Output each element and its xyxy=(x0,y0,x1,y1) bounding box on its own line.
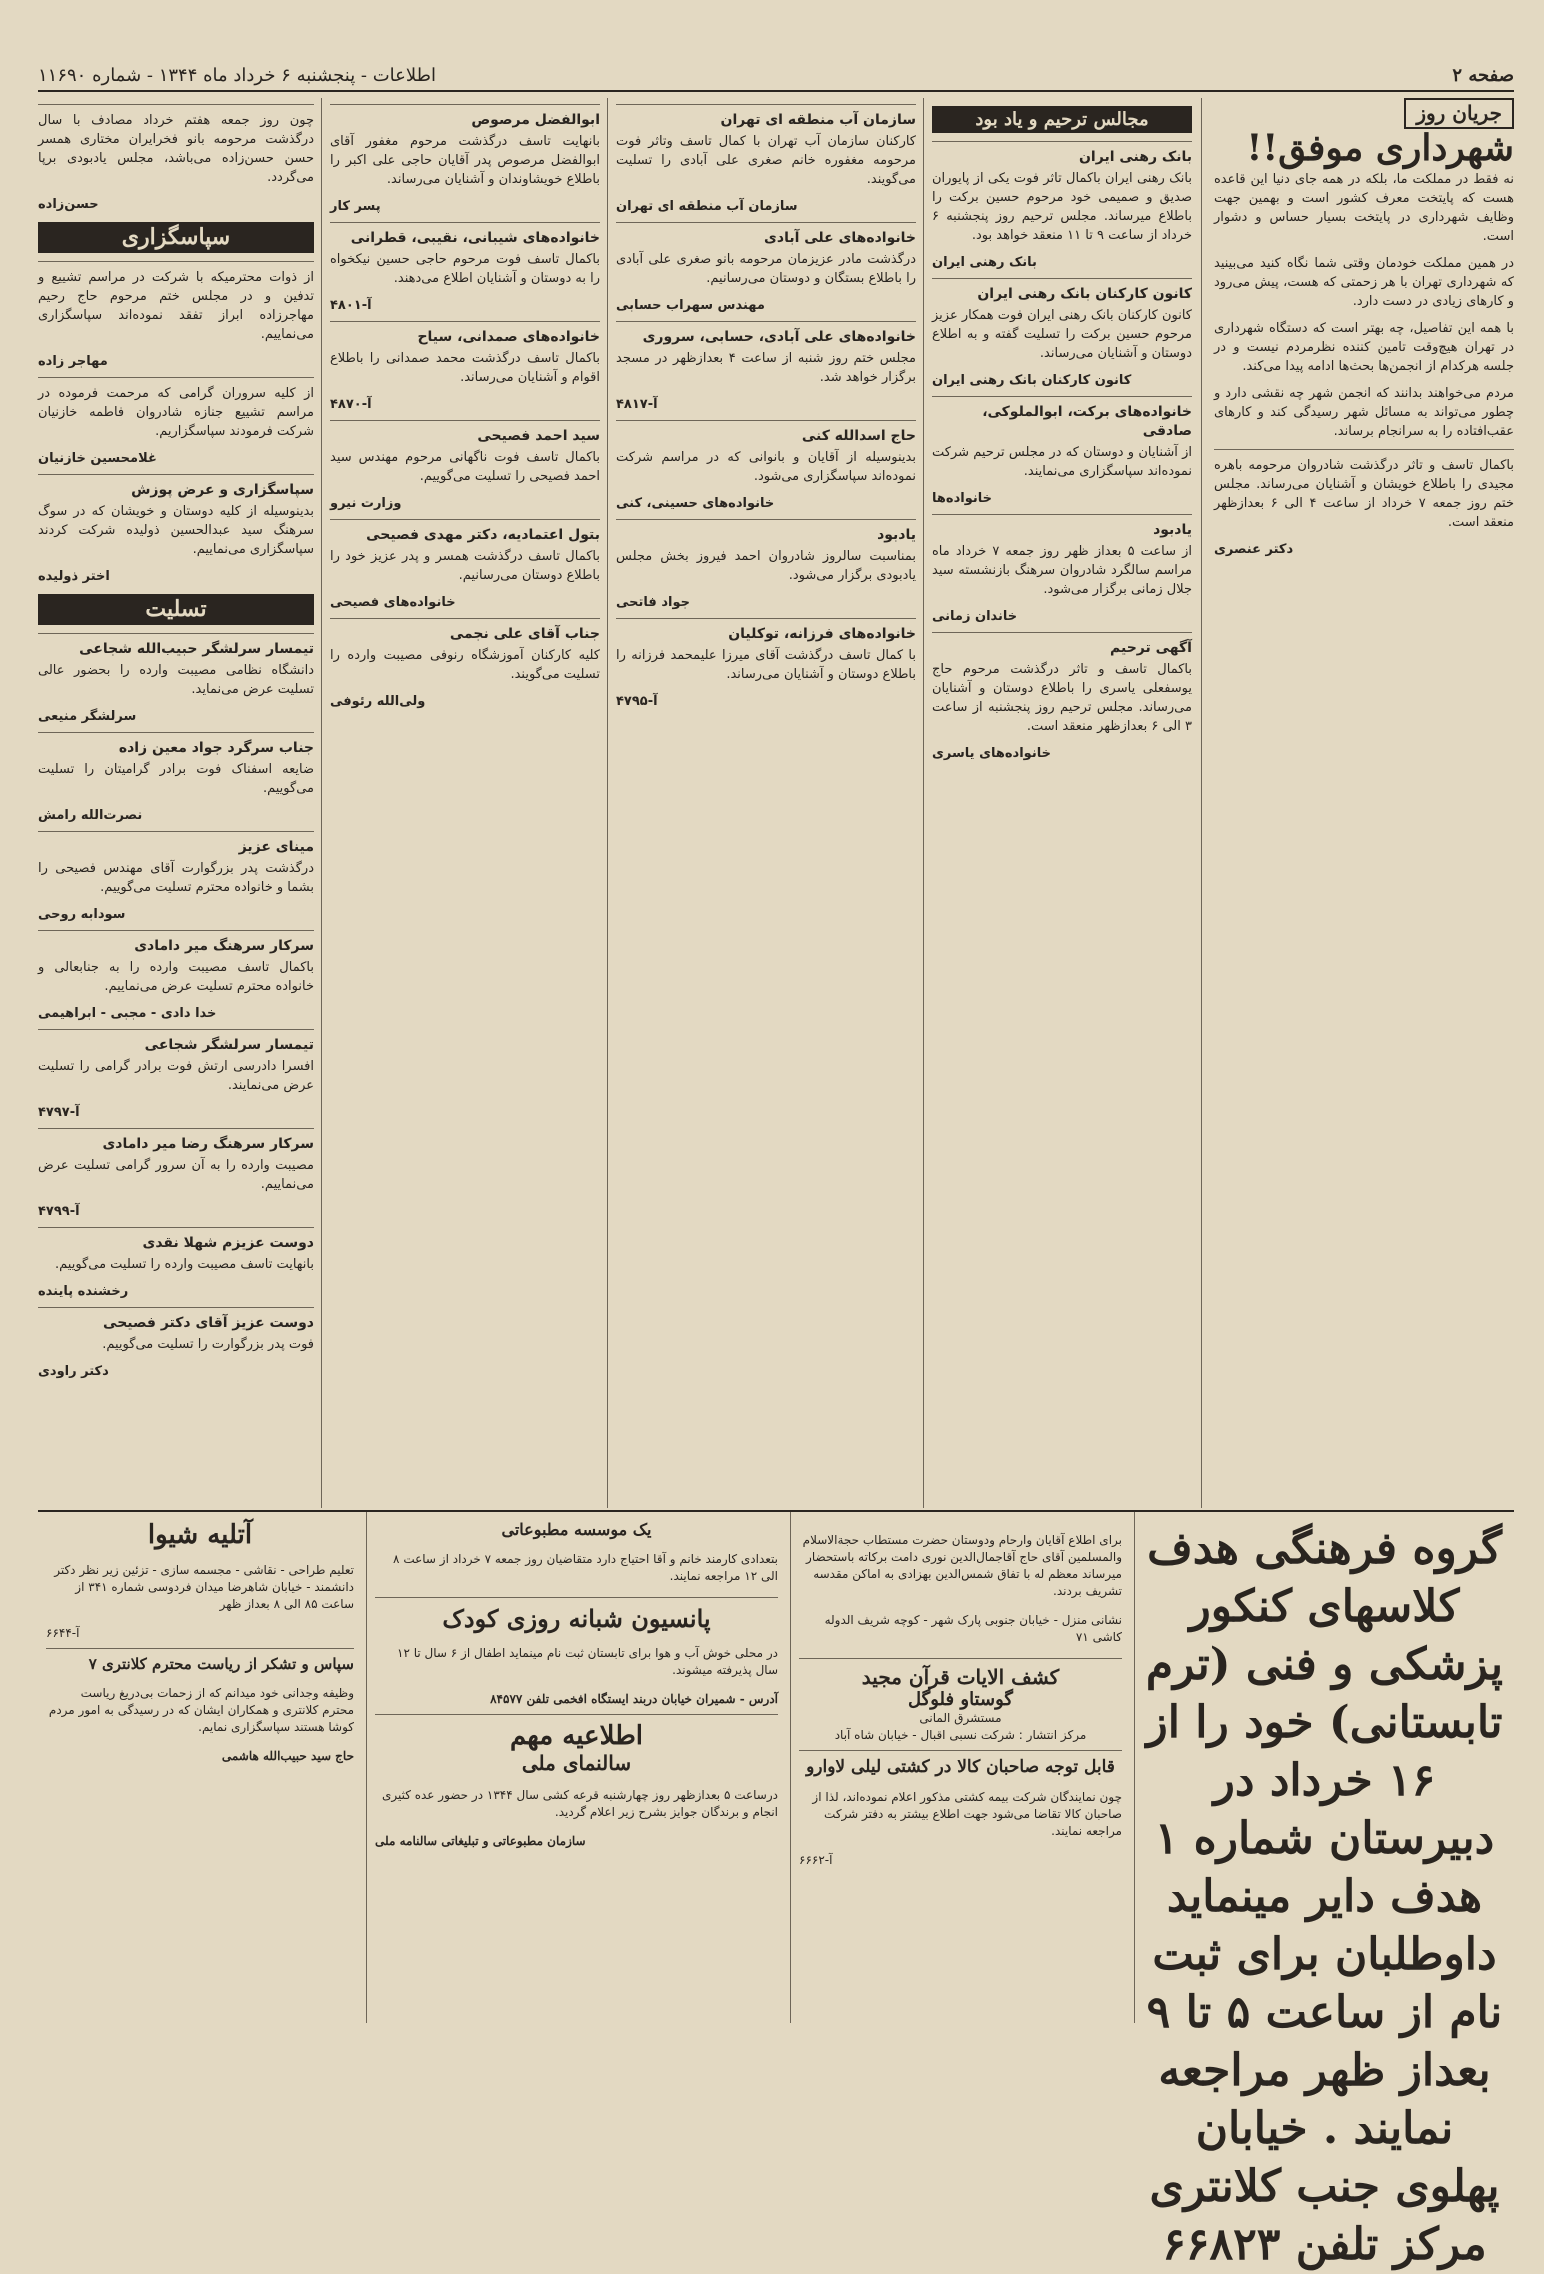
notice-text: بدینوسیله از آقایان و بانوانی که در مراسم شرکت نموده‌اند سپاسگزاری می‌شود. xyxy=(616,450,916,484)
article-paragraph: مردم می‌خواهند بدانند که انجمن شهر چه نقشی دارد و چطور می‌تواند به مسائل شهر رسیدگی کند و کارهای عقب‌افتاده را به سرانجام برساند. xyxy=(1214,386,1514,439)
notice-title: بتول اعتمادیه، دکتر مهدی فصیحی xyxy=(366,527,600,543)
notice-title: جناب سرگرد جواد معین زاده xyxy=(118,740,314,756)
condolence-notice xyxy=(38,1307,314,1381)
column-divider xyxy=(607,98,608,1508)
memorial-notice xyxy=(1214,449,1514,559)
masthead: اطلاعات - پنجشنبه ۶ خرداد ماه ۱۳۴۴ - شماره ۱۱۶۹۰ xyxy=(38,65,436,86)
ad-hadaf-text: گروه فرهنگی هدف کلاسهای کنکور پزشکی و فنی (ترم تابستانی) خود را از ۱۶ خرداد در دبیرستان شماره ۱ هدف دایر مینماید داوطلبان برای ثبت نام از ساعت ۵ تا ۹ بعداز ظهر مراجعه نمایند . خیابان پهلوی جنب کلانتری مرکز تلفن ۶۶۸۲۳ xyxy=(1145,1523,1504,2270)
notice-text: بانهایت تاسف درگذشت مرحوم مغفور آقای ابوالفضل مرصوص پدر آقایان حاجی علی اکبر را باطلاع خویشاوندان و آشنایان می‌رساند. xyxy=(330,134,600,187)
ad-shiva-text: تعلیم طراحی - نقاشی - مجسمه سازی - تزئین زیر نظر دکتر دانشمند - خیابان شاهرضا میدان فردوسی شماره ۳۴۱ از ساعت ۸۵ الی ۸ بعداز ظهر xyxy=(54,1563,354,1611)
ad-lilivaro-text: چون نمایندگان شرکت بیمه کشتی مذکور اعلام نموده‌اند، لذا از صاحبان کالا تقاضا می‌شود جهت اطلاع بیشتر به دفتر شرکت مراجعه نمایند. xyxy=(812,1790,1122,1838)
memorial-notice xyxy=(616,321,916,414)
notice-signature: دکتر عنصری xyxy=(1214,542,1294,557)
notice-text: مصیبت وارده را به آن سرور گرامی تسلیت عرض می‌نماییم. xyxy=(38,1158,314,1192)
page-number: صفحه ۲ xyxy=(1452,65,1514,86)
notice-text: دانشگاه نظامی مصیبت وارده را بحضور عالی تسلیت عرض می‌نماید. xyxy=(38,663,314,697)
notice-title: آگهی ترحیم xyxy=(1110,640,1192,656)
notice-title: خانواده‌های فرزانه، توکلیان xyxy=(728,626,916,642)
ad-matbuati-text: بتعدادی کارمند خانم و آقا احتیاج دارد متقاضیان روز جمعه ۷ خرداد از ساعت ۸ الی ۱۲ مراجعه نمایند. xyxy=(393,1552,778,1583)
ad-shiva-code: آ-۶۶۴۴ xyxy=(46,1626,80,1640)
condolence-notice xyxy=(38,1128,314,1221)
ad-quran-subtitle: مستشرق المانی xyxy=(919,1711,1002,1725)
notice-signature: آ-۴۸۰۱ xyxy=(330,298,372,313)
notice-title: دوست عزیز آقای دکتر فصیحی xyxy=(103,1315,314,1331)
notice-signature: وزارت نیرو xyxy=(330,496,402,511)
memorial-notice xyxy=(330,519,600,612)
memorial-notice xyxy=(932,514,1192,626)
memorial-notice xyxy=(616,104,916,216)
ad-kalantari-title: سپاس و تشکر از ریاست محترم کلانتری ۷ xyxy=(88,1655,354,1673)
ad-lilivaro-code: آ-۶۶۶۲ xyxy=(799,1853,833,1867)
notice-title: سرکار سرهنگ میر دامادی xyxy=(134,938,314,954)
notice-title: کانون کارکنان بانک رهنی ایران xyxy=(977,286,1192,302)
memorial-notice xyxy=(616,420,916,513)
memorial-notice xyxy=(616,519,916,612)
memorial-notice xyxy=(932,632,1192,763)
condolence-notice xyxy=(38,831,314,924)
notice-signature: بانک رهنی ایران xyxy=(932,255,1037,270)
notice-signature: خانواده‌های یاسری xyxy=(932,746,1051,761)
notice-signature: خدا دادی - مجبی - ابراهیمی xyxy=(38,1006,217,1021)
notice-text: از آشنایان و دوستان که در مجلس ترحیم شرکت نموده‌اند سپاسگزاری می‌نمایند. xyxy=(932,445,1192,479)
ad-hadaf-cultural-group xyxy=(1134,1512,1514,2270)
ad-matbuati-title: یک موسسه مطبوعاتی xyxy=(501,1520,652,1539)
ad-quran-author: گوستاو فلوگل xyxy=(908,1689,1013,1710)
ad-hazrat-address: نشانی منزل - خیابان جنوبی پارک شهر - کوچه شریف الدوله کاشی ۷۱ xyxy=(824,1613,1122,1644)
notice-text: با کمال تاسف درگذشت آقای میرزا علیمحمد فرزانه را باطلاع دوستان و آشنایان می‌رساند. xyxy=(616,648,916,682)
notice-text: بمناسبت سالروز شادروان احمد فیروز بخش مجلس یادبودی برگزار می‌شود. xyxy=(616,549,916,583)
notice-text: درگذشت مادر عزیزمان مرحومه بانو صغری علی آبادی را باطلاع بستگان و دوستان می‌رسانیم. xyxy=(616,252,916,286)
notice-title: خانواده‌های شیبانی، نقیبی، قطرانی xyxy=(350,230,600,246)
notice-signature: مهندس سهراب حسابی xyxy=(616,298,765,313)
notice-signature: آ-۴۸۱۷ xyxy=(616,397,658,412)
ad-mellat-text: درساعت ۵ بعدازظهر روز چهارشنبه قرعه کشی سال ۱۳۴۴ در حضور عده کثیری انجام و برندگان جوایز بشرح زیر اعلام گردید. xyxy=(381,1788,778,1819)
notice-text: ضایعه اسفناک فوت برادر گرامیتان را تسلیت می‌گوییم. xyxy=(38,762,314,796)
ad-column-center xyxy=(366,1512,786,2023)
memorial-notice xyxy=(330,420,600,513)
ad-mellat-signature: سازمان مطبوعاتی و تبلیغاتی سالنامه ملی xyxy=(375,1834,586,1848)
memorial-notice xyxy=(330,618,600,711)
ad-divider xyxy=(375,1714,778,1715)
notice-signature: سازمان آب منطقه ای تهران xyxy=(616,199,798,214)
page-header xyxy=(38,58,1514,92)
notice-signature: نصرت‌الله رامش xyxy=(38,808,143,823)
notice-text: درگذشت پدر بزرگوارت آقای مهندس فصیحی را بشما و خانواده محترم تسلیت می‌گوییم. xyxy=(38,861,314,895)
article-headline: شهرداری موفق!! xyxy=(1246,127,1514,169)
ad-quran-title: کشف الایات قرآن مجید xyxy=(861,1665,1060,1689)
notice-title: تیمسار سرلشگر حبیب‌الله شجاعی xyxy=(79,641,314,657)
column-memorials-3 xyxy=(330,98,600,1507)
notice-text: کارکنان سازمان آب تهران با کمال تاسف وتاثر فوت مرحومه مغفوره خانم صغری علی آبادی را تسلیت می‌گویند. xyxy=(616,134,916,187)
notice-text: بدینوسیله از کلیه دوستان و خویشان که در سوگ سرهنگ سید عبدالحسین ذولیده شرکت کردند سپاسگزاری می‌نماییم. xyxy=(38,504,314,557)
condolence-notice xyxy=(38,1029,314,1122)
notice-text: باکمال تاسف فوت مرحوم حاجی حسین نیکخواه را به دوستان و آشنایان اطلاع می‌دهند. xyxy=(330,252,600,286)
notice-signature: خانواده‌های فصیحی xyxy=(330,595,456,610)
notice-signature: آ-۴۷۹۵ xyxy=(616,694,658,709)
notice-text: مجلس ختم روز شنبه از ساعت ۴ بعدازظهر در مسجد برگزار خواهد شد. xyxy=(616,351,916,385)
notice-title: سازمان آب منطقه ای تهران xyxy=(720,112,916,128)
notice-signature: آ-۴۷۹۷ xyxy=(38,1105,80,1120)
ad-pansion-text: در محلی خوش آب و هوا برای تابستان ثبت نام مینماید اطفال از ۶ سال تا ۱۲ سال پذیرفته میشوند. xyxy=(397,1646,778,1677)
notice-signature: دکتر راودی xyxy=(38,1364,109,1379)
ad-pansion-address: آدرس - شمیران خیابان دربند ایستگاه افخمی تلفن ۸۴۵۷۷ xyxy=(490,1692,778,1706)
notice-signature: ولی‌الله رئوفی xyxy=(330,694,426,709)
memorial-notice xyxy=(932,141,1192,272)
notice-signature: رخشنده پاینده xyxy=(38,1284,129,1299)
article-paragraph: با همه این تفاصیل، چه بهتر است که دستگاه شهرداری در تهران هیچ‌وقت تامین کننده نظرمردم نیست و در جلسه هرکدام از انجمن‌ها بحث‌ها ادامه پیدا می‌کند. xyxy=(1214,321,1514,374)
memorial-notice xyxy=(932,278,1192,390)
memorial-banner: مجالس ترحیم و یاد بود xyxy=(932,106,1192,133)
notice-signature: خاندان زمانی xyxy=(932,609,1018,624)
memorial-notice xyxy=(38,104,314,214)
notice-signature: خانواده‌ها xyxy=(932,491,992,506)
ad-quran-publisher: مرکز انتشار : شرکت نسبی اقبال - خیابان شاه آباد xyxy=(834,1728,1087,1742)
column-memorials-1 xyxy=(932,98,1192,1507)
article-paragraph: نه فقط در مملکت ما، بلکه در همه جای دنیا این قاعده هست که پایتخت معرف کشور است و بهمین جهت وظایف شهرداری در پایتخت بسیار حساس و دشوار است. xyxy=(1214,172,1514,244)
notice-title: سید احمد فصیحی xyxy=(477,428,600,444)
notice-signature: جواد فاتحی xyxy=(616,595,690,610)
notice-signature: حسن‌زاده xyxy=(38,197,99,212)
notice-text: باکمال تاسف فوت ناگهانی مرحوم مهندس سید احمد فصیحی را تسلیت می‌گوییم. xyxy=(330,450,600,484)
memorial-notice xyxy=(330,321,600,414)
notice-title: مینای عزیز xyxy=(238,839,314,855)
notice-text: بانهایت تاسف مصیبت وارده را تسلیت می‌گوییم. xyxy=(55,1257,314,1272)
ad-lilivaro-title: قابل توجه صاحبان کالا در کشتی لیلی لاوارو xyxy=(806,1757,1115,1777)
notice-title: خانواده‌های صمدانی، سیاح xyxy=(417,329,600,345)
ad-divider xyxy=(375,1597,778,1598)
ad-column-middle xyxy=(790,1512,1130,2023)
notice-text: از کلیه سروران گرامی که مرحمت فرموده در مراسم تشییع جنازه شادروان فاطمه خازنیان شرکت فرمودند سپاسگزاریم. xyxy=(38,386,314,439)
notice-title: خانواده‌های برکت، ابوالملوکی، صادقی xyxy=(982,404,1192,439)
notice-text: باکمال تاسف و تاثر درگذشت شادروان مرحومه باهره مجیدی را باطلاع خویشان و آشنایان می‌رساند. مجلس ختم روز جمعه ۷ خرداد از ساعت ۴ الی ۶ بعدازظهر منعقد است. xyxy=(1214,458,1514,530)
ad-divider xyxy=(799,1658,1122,1659)
notice-signature: خانواده‌های حسینی، کنی xyxy=(616,496,775,511)
notice-signature: آ-۴۷۹۹ xyxy=(38,1204,80,1219)
notice-signature: اختر ذولیده xyxy=(38,569,110,584)
condolence-notice xyxy=(38,732,314,825)
memorial-notice xyxy=(330,104,600,216)
ad-pansion-title: پانسیون شبانه روزی کودک xyxy=(442,1604,711,1633)
notice-title: بانک رهنی ایران xyxy=(1078,149,1192,165)
notice-title: خانواده‌های علی آبادی xyxy=(764,230,916,246)
notice-title: یادبود xyxy=(877,527,916,543)
memorial-notice xyxy=(932,396,1192,508)
column-thanks-condolences xyxy=(38,98,314,1507)
notice-title: ابوالفضل مرصوص xyxy=(471,112,600,128)
notice-title: یادبود xyxy=(1153,522,1192,538)
notice-signature: کانون کارکنان بانک رهنی ایران xyxy=(932,373,1132,388)
notice-title: تیمسار سرلشگر شجاعی xyxy=(144,1037,314,1053)
ad-shiva-title: آتلیه شیوا xyxy=(147,1520,253,1550)
column-memorials-2 xyxy=(616,98,916,1507)
notice-signature: سودابه روحی xyxy=(38,907,126,922)
notice-signature: سرلشگر منیعی xyxy=(38,709,137,724)
thanks-banner: سپاسگزاری xyxy=(38,222,314,253)
notice-signature: مهاجر زاده xyxy=(38,354,108,369)
notice-signature: پسر کار xyxy=(330,199,381,214)
thanks-notice xyxy=(38,261,314,371)
notice-signature: غلامحسین خازنیان xyxy=(38,451,157,466)
ad-hazrat-text: برای اطلاع آقایان وارحام ودوستان حضرت مستطاب حجة‌الاسلام والمسلمین آقای حاج آقاجمال‌الدین نوری دامت برکاته باستحضار میرساند معظم له با تفاق شمس‌الدین بهزادی به اماکن مقدسه تشریف بردند. xyxy=(802,1533,1122,1598)
condolence-notice xyxy=(38,930,314,1023)
notice-text: افسرا دادرسی ارتش فوت برادر گرامی را تسلیت عرض می‌نمایند. xyxy=(38,1059,314,1093)
notice-text: چون روز جمعه هفتم خرداد مصادف با سال درگذشت مرحومه بانو فخرایران مختاری همسر حسن حسن‌زاده می‌باشد، مجلس یادبودی برپا می‌گردد. xyxy=(38,113,314,185)
section-title: جریان روز xyxy=(1404,98,1514,129)
notice-title: جناب آقای علی نجمی xyxy=(449,626,600,642)
notice-title: خانواده‌های علی آبادی، حسابی، سروری xyxy=(642,329,916,345)
notice-title: حاج اسدالله کنی xyxy=(801,428,916,444)
ad-divider xyxy=(46,1648,354,1649)
condolence-notice xyxy=(38,1227,314,1301)
notice-text: از ذوات محترمیکه با شرکت در مراسم تشییع و تدفین و در مجلس ختم مرحوم حاج رحیم مهاجرزاده ابراز تفقد نموده‌اند سپاسگزاری می‌نماییم. xyxy=(38,270,314,342)
notice-text: از ساعت ۵ بعداز ظهر روز جمعه ۷ خرداد ماه مراسم سالگرد شادروان سرهنگ بازنشسته سید جلال زمانی برگزار می‌شود. xyxy=(932,544,1193,597)
column-divider xyxy=(321,98,322,1508)
notice-title: سرکار سرهنگ رضا میر دامادی xyxy=(102,1136,314,1152)
notice-text: باکمال تاسف و تاثر درگذشت مرحوم حاج یوسفعلی یاسری را باطلاع دوستان و آشنایان می‌رساند. مجلس ترحیم روز پنجشنبه از ساعت ۳ الی ۶ بعدازظهر منعقد است. xyxy=(932,662,1192,734)
memorial-notice xyxy=(330,222,600,315)
ad-column-left xyxy=(38,1512,362,2023)
column-divider xyxy=(923,98,924,1508)
ad-divider xyxy=(799,1750,1122,1751)
notice-text: باکمال تاسف درگذشت محمد صمدانی را باطلاع اقوام و آشنایان می‌رساند. xyxy=(330,351,600,385)
column-divider xyxy=(1201,98,1202,1508)
article-paragraph: در همین مملکت خودمان وقتی شما نگاه کنید می‌بینید که شهرداری تهران با هر زحمتی که هست، پیش می‌رود و کارهای زیادی در دست دارد. xyxy=(1214,256,1514,309)
thanks-notice xyxy=(38,474,314,586)
memorial-notice xyxy=(616,222,916,315)
ad-mellat-subtitle: سالنمای ملی xyxy=(521,1751,632,1775)
ad-mellat-title: اطلاعیه مهم xyxy=(510,1721,643,1751)
notice-text: کلیه کارکنان آموزشگاه رنوفی مصیبت وارده را تسلیت می‌گویند. xyxy=(330,648,600,682)
condolence-banner: تسلیت xyxy=(38,594,314,625)
notice-title: سپاسگزاری و عرض پوزش xyxy=(131,482,314,498)
memorial-notice xyxy=(616,618,916,711)
notice-text: فوت پدر بزرگوارت را تسلیت می‌گوییم. xyxy=(102,1337,314,1352)
ad-kalantari-signature: حاج سید حبیب‌الله هاشمی xyxy=(221,1749,354,1763)
column-current-affairs xyxy=(1214,98,1514,1507)
advertisements xyxy=(38,1510,1514,2270)
notice-text: باکمال تاسف مصیبت وارده را به جنابعالی و خانواده محترم تسلیت عرض می‌نماییم. xyxy=(38,960,314,994)
condolence-notice xyxy=(38,633,314,726)
notice-text: باکمال تاسف درگذشت همسر و پدر عزیز خود را باطلاع دوستان می‌رسانیم. xyxy=(330,549,600,583)
thanks-notice xyxy=(38,377,314,468)
notice-text: کانون کارکنان بانک رهنی ایران فوت همکار عزیز مرحوم حسین برکت را تسلیت گفته و به اطلاع دوستان و آشنایان می‌رساند. xyxy=(932,308,1192,361)
ad-kalantari-text: وظیفه وجدانی خود میدانم که از زحمات بی‌دریغ ریاست محترم کلانتری و همکاران ایشان که در رسیدگی به امور مردم کوشا هستند سپاسگزاری نمایم. xyxy=(48,1686,354,1734)
notice-title: دوست عزیزم شهلا نقدی xyxy=(142,1235,314,1251)
notice-signature: آ-۴۸۷۰ xyxy=(330,397,372,412)
notice-text: بانک رهنی ایران باکمال تاثر فوت یکی از پایوران صدیق و صمیمی خود مرحوم حسین برکت را باطلاع میرساند. مجلس ترحیم روز پنجشنبه ۶ خرداد از ساعت ۹ تا ۱۱ منعقد خواهد بود. xyxy=(932,171,1192,243)
